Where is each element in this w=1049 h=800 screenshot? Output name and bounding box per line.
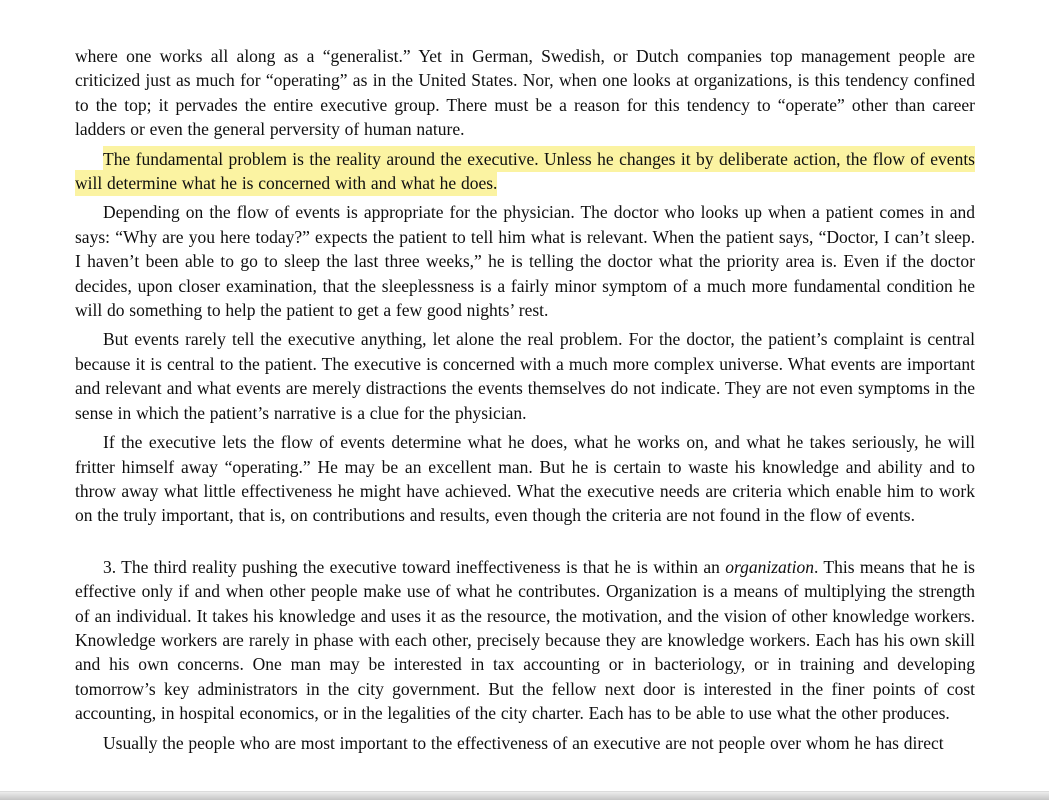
page-text [75, 44, 975, 755]
text-segment: Usually the people who are most important to the effectiveness of an executive are not people over whom he has direct [103, 732, 944, 753]
italic-text-segment: organization [725, 556, 815, 577]
paragraph [75, 731, 975, 755]
text-segment: . This means that he is effective only if and when other people make use of what he contributes. Organization is a means of multiplying the strength of an individual. It takes his knowledge and uses it as the resource, the motivation, and the vision of other knowledge workers. Knowledge workers are rarely in phase with each other, precisely because they are knowledge workers. Each has his own skill and his own concerns. One man may be interested in tax accounting or in bacteriology, or in training and developing tomorrow’s key administrators in the city government. But the fellow next door is interested in the finer points of cost accounting, in hospital economics, or in the legalities of the city charter. Each has to be able to use what the other produces. [75, 556, 975, 724]
text-segment: But events rarely tell the executive anything, let alone the real problem. For the doctor, the patient’s complaint is central because it is central to the patient. The executive is concerned with a much more complex universe. What events are important and relevant and what events are merely distractions the events themselves do not indicate. They are not even symptoms in the sense in which the patient’s narrative is a clue for the physician. [75, 329, 975, 423]
paragraph [75, 555, 975, 726]
text-segment: where one works all along as a “generalist.” Yet in German, Swedish, or Dutch companies top management people are criticized just as much for “operating” as in the United States. Nor, when one looks at organizations, is this tendency confined to the top; it pervades the entire executive group. There must be a reason for this tendency to “operate” other than career ladders or even the general perversity of human nature. [75, 46, 975, 140]
highlighted-text-segment: The fundamental problem is the reality around the executive. Unless he changes it by deliberate action, the flow of events will determine what he is concerned with and what he does. [75, 146, 975, 196]
window-bottom-edge [0, 791, 1049, 800]
text-segment: 3. The third reality pushing the executive toward ineffectiveness is that he is within an [103, 556, 726, 577]
text-segment: Depending on the flow of events is appropriate for the physician. The doctor who looks up when a patient comes in and says: “Why are you here today?” expects the patient to tell him what is relevant. When the patient says, “Doctor, I can’t sleep. I haven’t been able to go to sleep the last three weeks,” he is telling the doctor what the priority area is. Even if the doctor decides, upon closer examination, that the sleeplessness is a fairly minor symptom of a much more fundamental condition he will do something to help the patient to get a few good nights’ rest. [75, 202, 975, 321]
paragraph [75, 430, 975, 528]
text-segment: If the executive lets the flow of events determine what he does, what he works on, and what he takes seriously, he will fritter himself away “operating.” He may be an excellent man. But he is certain to waste his knowledge and ability and to throw away what little effectiveness he might have achieved. What the executive needs are criteria which enable him to work on the truly important, that is, on contributions and results, even though the criteria are not found in the flow of events. [75, 432, 975, 526]
paragraph [75, 327, 975, 425]
highlighted-paragraph [75, 147, 975, 196]
paragraph [75, 200, 975, 322]
paragraph [75, 44, 975, 142]
document-page [75, 44, 975, 760]
